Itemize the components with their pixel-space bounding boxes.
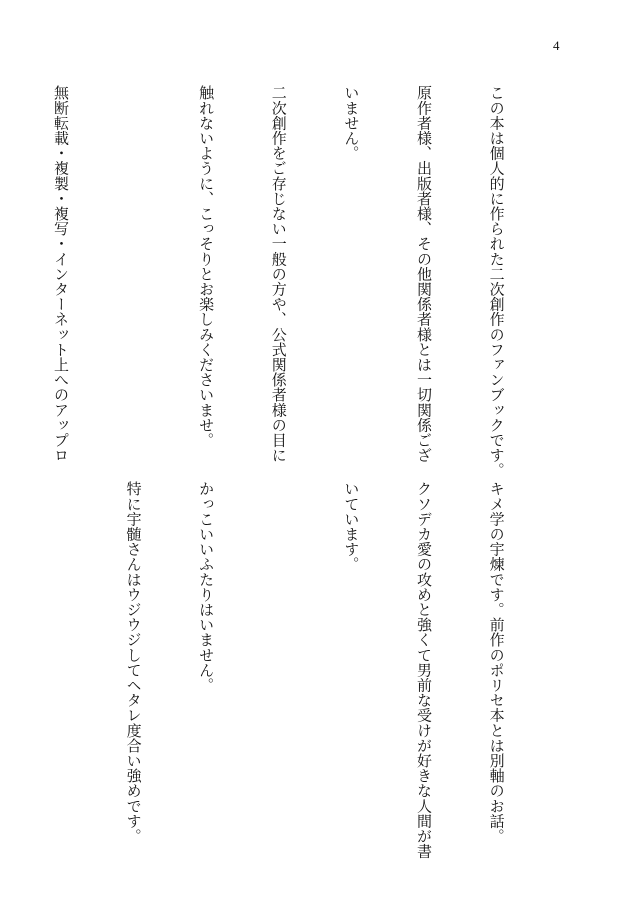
text-line: 原作者様、出版者様、その他関係者様とは一切関係ござ xyxy=(414,85,433,463)
text-line: この本は個人的に作られた二次創作のファンブックです。 xyxy=(487,85,506,478)
paragraph-gap xyxy=(267,481,291,881)
text-line: 特に宇髄さんはウジウジしてヘタレ度合い強めです。 xyxy=(124,481,143,844)
text-line: 無断転載・複製・複写・インターネット上へのアップロ xyxy=(51,85,70,463)
author-notes-section xyxy=(0,481,557,881)
paragraph-gap xyxy=(121,85,145,485)
page-number: 4 xyxy=(553,38,560,53)
text-line: クソデカ愛の攻めと強くて男前な受けが好きな人間が書 xyxy=(414,481,433,859)
disclaimer-section xyxy=(0,85,557,485)
text-line: いています。 xyxy=(342,481,361,572)
text-line: かっこいいふたりはいません。 xyxy=(197,481,216,693)
text-line: キメ学の宇煉です。前作のポリセ本とは別軸のお話。 xyxy=(487,481,506,844)
text-line: いません。 xyxy=(342,85,361,161)
text-line: 二次創作をご存じない一般の方や、公式関係者様の目に xyxy=(269,85,288,463)
paragraph-gap xyxy=(49,481,73,881)
text-line: 触れないように、こっそりとお楽しみくださいませ。 xyxy=(197,85,216,448)
